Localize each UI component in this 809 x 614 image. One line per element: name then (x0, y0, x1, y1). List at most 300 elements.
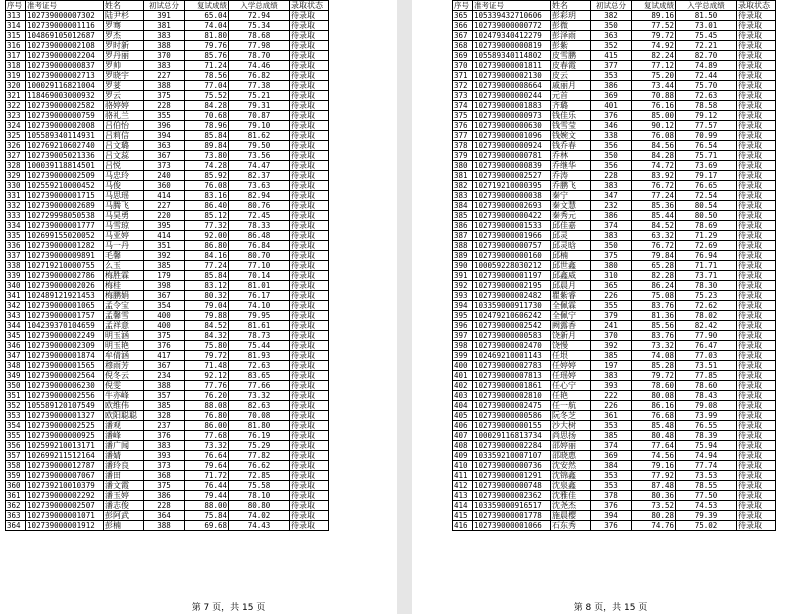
cell-name: 邱灵晗 (551, 241, 591, 251)
table-row (6, 331, 329, 341)
cell-initial-score: 376 (591, 111, 632, 121)
cell-retest-score: 78.56 (185, 71, 229, 81)
cell-name: 沈泉鑫 (551, 481, 591, 491)
cell-total-score: 76.55 (676, 421, 737, 431)
cell-total-score: 81.50 (676, 11, 737, 21)
cell-name: 倪雯 (104, 381, 144, 391)
cell-initial-score: 365 (591, 281, 632, 291)
cell-name: 钱乔春 (551, 141, 591, 151)
cell-initial-score: 241 (591, 321, 632, 331)
cell-status: 待录取 (737, 171, 776, 181)
cell-seq: 336 (6, 241, 26, 251)
cell-initial-score: 385 (144, 401, 185, 411)
cell-status: 待录取 (737, 121, 776, 131)
cell-seq: 413 (453, 491, 473, 501)
cell-total-score: 70.99 (676, 131, 737, 141)
cell-total-score: 76.82 (229, 71, 290, 81)
cell-name: 彭泽雨 (551, 31, 591, 41)
cell-name: 饶新月 (551, 331, 591, 341)
cell-total-score: 75.44 (229, 341, 290, 351)
cell-exam-id: 105589340114802 (473, 51, 551, 61)
cell-initial-score: 364 (144, 511, 185, 521)
cell-exam-id: 102739000001116 (26, 21, 104, 31)
table-row (6, 231, 329, 241)
cell-retest-score: 79.44 (185, 491, 229, 501)
cell-seq: 342 (6, 301, 26, 311)
cell-seq: 357 (6, 451, 26, 461)
table-row (453, 431, 776, 441)
cell-status: 待录取 (737, 101, 776, 111)
cell-status: 待录取 (737, 521, 776, 531)
cell-status: 待录取 (290, 41, 329, 51)
cell-name: 明玉涵 (104, 331, 144, 341)
cell-initial-score: 228 (144, 501, 185, 511)
table-row (453, 61, 776, 71)
table-row (6, 81, 329, 91)
cell-status: 待录取 (290, 461, 329, 471)
table-row (453, 361, 776, 371)
cell-exam-id: 102739000000586 (473, 411, 551, 421)
cell-total-score: 73.01 (676, 21, 737, 31)
cell-initial-score: 383 (144, 31, 185, 41)
cell-total-score: 79.39 (676, 511, 737, 521)
page-gap (397, 0, 412, 614)
cell-initial-score: 227 (144, 71, 185, 81)
cell-exam-id: 102739000001757 (26, 311, 104, 321)
cell-seq: 416 (453, 521, 473, 531)
cell-name: 潘田 (104, 471, 144, 481)
cell-exam-id: 102739000000757 (473, 241, 551, 251)
cell-exam-id: 102739000002108 (26, 41, 104, 51)
cell-seq: 381 (453, 171, 473, 181)
cell-exam-id: 102739000002507 (26, 501, 104, 511)
table-row (6, 61, 329, 71)
cell-status: 待录取 (290, 241, 329, 251)
table-row (453, 481, 776, 491)
cell-retest-score: 92.00 (185, 231, 229, 241)
cell-total-score: 82.42 (676, 321, 737, 331)
cell-name: 乔继华 (551, 161, 591, 171)
cell-initial-score: 400 (144, 321, 185, 331)
cell-name: 吕莉信 (104, 131, 144, 141)
cell-initial-score: 352 (591, 41, 632, 51)
cell-status: 待录取 (290, 501, 329, 511)
cell-exam-id: 102739000009891 (26, 251, 104, 261)
cell-initial-score: 350 (591, 151, 632, 161)
table-row (6, 261, 329, 271)
cell-status: 待录取 (737, 161, 776, 171)
cell-total-score: 77.90 (676, 331, 737, 341)
header-total-score: 入学总成绩 (676, 1, 737, 11)
cell-retest-score: 84.52 (185, 321, 229, 331)
table-row (6, 511, 329, 521)
cell-seq: 403 (453, 391, 473, 401)
cell-initial-score: 353 (591, 481, 632, 491)
cell-initial-score: 369 (591, 91, 632, 101)
cell-name: 沙大树 (551, 421, 591, 431)
cell-retest-score: 82.24 (632, 51, 676, 61)
cell-seq: 332 (6, 201, 26, 211)
cell-total-score: 70.87 (229, 111, 290, 121)
table-row (6, 111, 329, 121)
cell-exam-id: 102739000002204 (26, 51, 104, 61)
cell-exam-id: 102739000001912 (26, 521, 104, 531)
cell-exam-id: 102739000002008 (26, 121, 104, 131)
cell-seq: 367 (453, 31, 473, 41)
cell-status: 待录取 (290, 31, 329, 41)
cell-seq: 374 (453, 101, 473, 111)
cell-initial-score: 380 (591, 261, 632, 271)
cell-seq: 408 (453, 441, 473, 451)
cell-total-score: 81.61 (229, 321, 290, 331)
cell-status: 待录取 (290, 521, 329, 531)
cell-retest-score: 85.44 (632, 211, 676, 221)
cell-retest-score: 84.32 (185, 331, 229, 341)
cell-seq: 327 (6, 151, 26, 161)
cell-status: 待录取 (290, 291, 329, 301)
cell-initial-score: 388 (144, 81, 185, 91)
cell-initial-score: 367 (144, 291, 185, 301)
table-row (6, 441, 329, 451)
cell-seq: 345 (6, 331, 26, 341)
cell-initial-score: 385 (144, 261, 185, 271)
cell-initial-score: 226 (591, 291, 632, 301)
cell-initial-score: 383 (591, 231, 632, 241)
cell-total-score: 77.74 (676, 461, 737, 471)
cell-initial-score: 375 (591, 251, 632, 261)
cell-status: 待录取 (737, 471, 776, 481)
cell-name: 任垠 (551, 351, 591, 361)
page-footer: 第 7 页，共 15 页 (191, 603, 266, 613)
table-row (453, 341, 776, 351)
cell-initial-score: 378 (591, 491, 632, 501)
cell-retest-score: 76.20 (185, 391, 229, 401)
cell-seq: 379 (453, 151, 473, 161)
cell-retest-score: 85.92 (185, 171, 229, 181)
cell-seq: 355 (6, 431, 26, 441)
cell-retest-score: 79.72 (632, 371, 676, 381)
table-row (6, 91, 329, 101)
table-row (6, 161, 329, 171)
cell-status: 待录取 (737, 11, 776, 21)
cell-retest-score: 88.08 (185, 401, 229, 411)
cell-initial-score: 354 (144, 301, 185, 311)
cell-initial-score: 353 (591, 471, 632, 481)
table-row (453, 131, 776, 141)
cell-total-score: 82.94 (229, 191, 290, 201)
cell-initial-score: 347 (591, 191, 632, 201)
table-row (6, 101, 329, 111)
cell-total-score: 75.34 (229, 21, 290, 31)
cell-total-score: 78.68 (229, 31, 290, 41)
cell-total-score: 77.82 (229, 451, 290, 461)
header-initial-score: 初试总分 (591, 1, 632, 11)
cell-name: 皮云 (551, 71, 591, 81)
cell-status: 待录取 (290, 191, 329, 201)
table-row (453, 411, 776, 421)
cell-status: 待录取 (737, 201, 776, 211)
cell-total-score: 72.62 (676, 301, 737, 311)
table-row (6, 11, 329, 21)
cell-exam-id: 102739000000630 (473, 121, 551, 131)
cell-status: 待录取 (737, 291, 776, 301)
cell-status: 待录取 (290, 21, 329, 31)
table-row (453, 71, 776, 81)
header-name: 姓名 (104, 1, 144, 11)
header-status: 录取状态 (290, 1, 329, 11)
cell-retest-score: 77.52 (632, 21, 676, 31)
table-row (6, 271, 329, 281)
cell-retest-score: 71.72 (185, 471, 229, 481)
cell-status: 待录取 (290, 161, 329, 171)
cell-retest-score: 74.28 (185, 161, 229, 171)
cell-initial-score: 377 (591, 61, 632, 71)
cell-total-score: 72.44 (676, 71, 737, 81)
cell-exam-id: 102739000001565 (26, 361, 104, 371)
cell-seq: 368 (453, 41, 473, 51)
cell-exam-id: 102739000000819 (473, 41, 551, 51)
cell-exam-id: 102479210606242 (473, 311, 551, 321)
table-row (453, 41, 776, 51)
cell-total-score: 83.65 (229, 371, 290, 381)
cell-seq: 337 (6, 251, 26, 261)
cell-retest-score: 83.76 (632, 331, 676, 341)
cell-retest-score: 73.44 (632, 81, 676, 91)
cell-status: 待录取 (290, 411, 329, 421)
cell-total-score: 78.73 (229, 331, 290, 341)
header-seq: 序号 (453, 1, 473, 11)
cell-seq: 360 (6, 481, 26, 491)
cell-retest-score: 80.36 (632, 491, 676, 501)
table-row (453, 391, 776, 401)
cell-status: 待录取 (737, 421, 776, 431)
cell-retest-score: 75.80 (185, 341, 229, 351)
cell-exam-id: 102739000001071 (26, 511, 104, 521)
cell-total-score: 76.17 (229, 291, 290, 301)
cell-initial-score: 355 (144, 111, 185, 121)
cell-name: 石东秀 (551, 521, 591, 531)
cell-exam-id: 102769210602740 (26, 141, 104, 151)
cell-total-score: 72.45 (229, 211, 290, 221)
cell-retest-score: 71.48 (185, 361, 229, 371)
cell-retest-score: 76.16 (632, 101, 676, 111)
cell-initial-score: 356 (591, 161, 632, 171)
cell-name: 钱雪莹 (551, 121, 591, 131)
cell-name: 彭微 (551, 21, 591, 31)
cell-exam-id: 102739000002542 (473, 321, 551, 331)
cell-retest-score: 76.44 (185, 481, 229, 491)
cell-exam-id: 102739000001861 (473, 381, 551, 391)
table-row (453, 121, 776, 131)
cell-retest-score: 76.08 (185, 181, 229, 191)
cell-initial-score: 398 (144, 281, 185, 291)
cell-total-score: 74.46 (229, 61, 290, 71)
cell-initial-score: 386 (591, 211, 632, 221)
cell-exam-id: 102739000001533 (473, 221, 551, 231)
cell-total-score: 72.63 (229, 361, 290, 371)
cell-name: 饶慢 (551, 341, 591, 351)
table-row (6, 171, 329, 181)
cell-status: 待录取 (290, 251, 329, 261)
cell-initial-score: 375 (144, 481, 185, 491)
cell-exam-id: 102739000007813 (473, 371, 551, 381)
header-retest-score: 复试成绩 (185, 1, 229, 11)
cell-seq: 362 (6, 501, 26, 511)
cell-name: 任一航 (551, 401, 591, 411)
document-page-8 (412, 0, 809, 614)
cell-status: 待录取 (290, 481, 329, 491)
cell-seq: 352 (6, 401, 26, 411)
cell-total-score: 72.63 (676, 91, 737, 101)
cell-total-score: 79.08 (676, 401, 737, 411)
cell-initial-score: 374 (591, 441, 632, 451)
header-exam-id: 准考证号 (26, 1, 104, 11)
cell-name: 罗晓宇 (104, 71, 144, 81)
cell-seq: 318 (6, 61, 26, 71)
table-row (6, 321, 329, 331)
cell-exam-id: 102739000002582 (26, 101, 104, 111)
cell-exam-id: 102739000001065 (26, 301, 104, 311)
cell-retest-score: 85.56 (632, 321, 676, 331)
cell-seq: 338 (6, 261, 26, 271)
cell-exam-id: 105589340114931 (26, 131, 104, 141)
cell-initial-score: 383 (591, 181, 632, 191)
cell-exam-id: 102739000002249 (26, 331, 104, 341)
cell-name: 牟倩涵 (104, 351, 144, 361)
cell-seq: 393 (453, 291, 473, 301)
cell-name: 骆礼兰 (104, 111, 144, 121)
cell-retest-score: 74.08 (632, 351, 676, 361)
table-row (453, 441, 776, 451)
cell-exam-id: 102739000002470 (473, 341, 551, 351)
cell-name: 元首 (551, 91, 591, 101)
cell-retest-score: 70.68 (185, 111, 229, 121)
cell-name: 潘广闻 (104, 441, 144, 451)
cell-exam-id: 102739000001778 (473, 511, 551, 521)
table-row (6, 71, 329, 81)
cell-status: 待录取 (290, 301, 329, 311)
cell-retest-score: 90.12 (632, 121, 676, 131)
cell-total-score: 73.63 (229, 181, 290, 191)
cell-status: 待录取 (290, 491, 329, 501)
table-row (453, 211, 776, 221)
cell-retest-score: 82.28 (632, 271, 676, 281)
cell-total-score: 70.08 (229, 411, 290, 421)
cell-initial-score: 310 (591, 271, 632, 281)
table-row (453, 101, 776, 111)
table-row (453, 311, 776, 321)
cell-name: 罗丹丽 (104, 51, 144, 61)
cell-name: 潘玉婷 (104, 491, 144, 501)
table-row (6, 181, 329, 191)
cell-status: 待录取 (290, 511, 329, 521)
cell-initial-score: 386 (591, 81, 632, 91)
cell-retest-score: 84.16 (185, 251, 229, 261)
cell-total-score: 78.02 (676, 311, 737, 321)
cell-total-score: 73.69 (676, 161, 737, 171)
cell-status: 待录取 (737, 41, 776, 51)
cell-exam-id: 104239370104659 (26, 321, 104, 331)
cell-exam-id: 102739000002786 (26, 271, 104, 281)
cell-total-score: 77.85 (676, 371, 737, 381)
table-row (453, 471, 776, 481)
cell-status: 待录取 (290, 331, 329, 341)
cell-total-score: 75.02 (676, 521, 737, 531)
cell-status: 待录取 (737, 301, 776, 311)
table-row (6, 371, 329, 381)
cell-exam-id: 102739000002130 (473, 71, 551, 81)
cell-initial-score: 220 (144, 211, 185, 221)
cell-status: 待录取 (290, 281, 329, 291)
table-body (453, 11, 776, 531)
cell-initial-score: 379 (591, 311, 632, 321)
table-row (453, 201, 776, 211)
cell-exam-id: 102739000000973 (473, 111, 551, 121)
cell-initial-score: 394 (591, 511, 632, 521)
cell-retest-score: 77.24 (185, 261, 229, 271)
cell-initial-score: 368 (144, 471, 185, 481)
cell-exam-id: 102699155020052 (26, 231, 104, 241)
cell-status: 待录取 (737, 51, 776, 61)
cell-initial-score: 383 (144, 61, 185, 71)
cell-exam-id: 102739000002026 (26, 281, 104, 291)
table-row (6, 381, 329, 391)
cell-total-score: 74.89 (676, 61, 737, 71)
cell-exam-id: 102739000002556 (26, 391, 104, 401)
cell-seq: 412 (453, 481, 473, 491)
cell-total-score: 78.69 (676, 221, 737, 231)
cell-retest-score: 77.64 (632, 441, 676, 451)
cell-name: 马思瑶 (104, 191, 144, 201)
cell-seq: 356 (6, 441, 26, 451)
cell-total-score: 76.84 (229, 241, 290, 251)
cell-status: 待录取 (737, 351, 776, 361)
cell-seq: 324 (6, 121, 26, 131)
cell-status: 待录取 (290, 341, 329, 351)
cell-exam-id: 102739000002309 (26, 341, 104, 351)
cell-retest-score: 77.92 (632, 471, 676, 481)
cell-total-score: 73.99 (676, 411, 737, 421)
cell-total-score: 70.14 (229, 271, 290, 281)
cell-name: 秦宁 (551, 191, 591, 201)
cell-name: 沈锦鑫 (551, 471, 591, 481)
cell-name: 穆雨芳 (104, 361, 144, 371)
document-page-7 (0, 0, 397, 614)
cell-exam-id: 102739000000837 (26, 61, 104, 71)
cell-total-score: 78.43 (676, 391, 737, 401)
cell-name: 乔林 (551, 151, 591, 161)
cell-exam-id: 100029116813734 (473, 431, 551, 441)
cell-seq: 371 (453, 71, 473, 81)
table-row (6, 131, 329, 141)
cell-initial-score: 353 (591, 71, 632, 81)
cell-initial-score: 370 (591, 331, 632, 341)
cell-seq: 390 (453, 261, 473, 271)
table-row (6, 201, 329, 211)
cell-retest-score: 73.80 (185, 151, 229, 161)
cell-exam-id: 102739000007302 (26, 11, 104, 21)
cell-retest-score: 69.68 (185, 521, 229, 531)
cell-initial-score: 391 (144, 11, 185, 21)
cell-exam-id: 102739005021336 (26, 151, 104, 161)
cell-status: 待录取 (290, 91, 329, 101)
cell-status: 待录取 (737, 461, 776, 471)
cell-total-score: 79.50 (229, 141, 290, 151)
cell-retest-score: 85.28 (632, 361, 676, 371)
cell-retest-score: 85.84 (185, 131, 229, 141)
cell-retest-score: 80.08 (632, 391, 676, 401)
cell-initial-score: 383 (591, 371, 632, 381)
